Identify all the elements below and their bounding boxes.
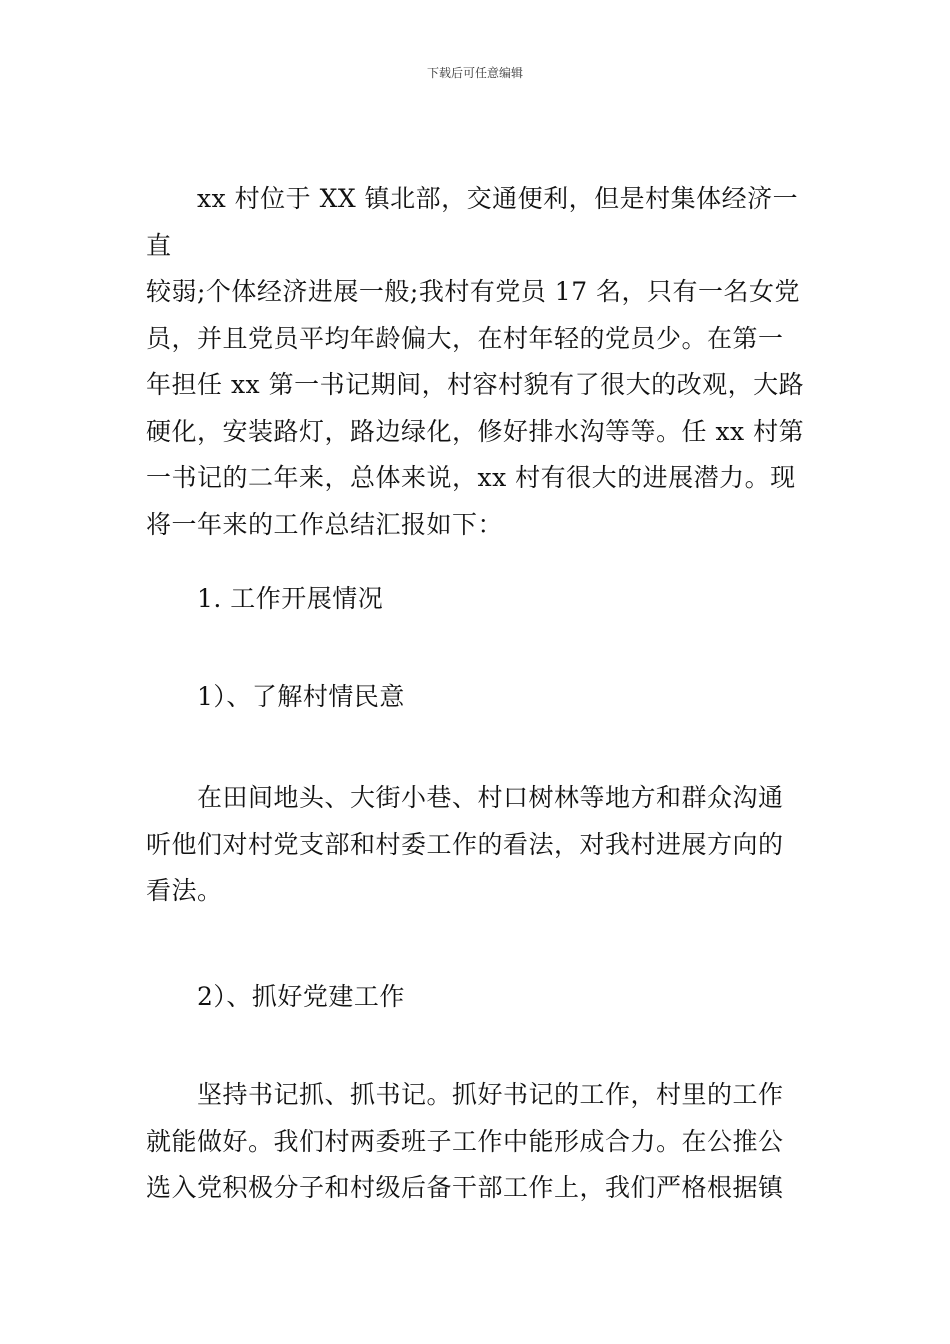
- section-heading-work-status: 1. 工作开展情况: [146, 584, 384, 613]
- subsection-heading-party-building: 2）、抓好党建工作: [146, 982, 405, 1011]
- paragraph-village-opinion: 在田间地头、大街小巷、村口树林等地方和群众沟通 听他们对村党支部和村委工作的看法，对我村进展方向的 看法。: [146, 783, 784, 905]
- subsection-heading-village-opinion: 1）、了解村情民意: [146, 682, 405, 711]
- paragraph-intro: xx 村位于 XX 镇北部，交通便利，但是村集体经济一直 较弱;个体经济进展一般;我村有党员 17 名，只有一名女党 员，并且党员平均年龄偏大，在村年轻的党员少。在第一 年担任 xx 第一书记期间，村容村貌有了很大的改观，大路 硬化，安装路灯，路边绿化，修好排水沟等等。任 xx 村第 一书记的二年来，总体来说，xx 村有很大的进展潜力。现 将一年来的工作总结汇报如下：: [146, 184, 805, 539]
- page-header: 下载后可任意编辑: [426, 66, 523, 80]
- paragraph-party-building: 坚持书记抓、抓书记。抓好书记的工作，村里的工作 就能做好。我们村两委班子工作中能形成合力。在公推公 选入党积极分子和村级后备干部工作上，我们严格根据镇: [146, 1080, 784, 1202]
